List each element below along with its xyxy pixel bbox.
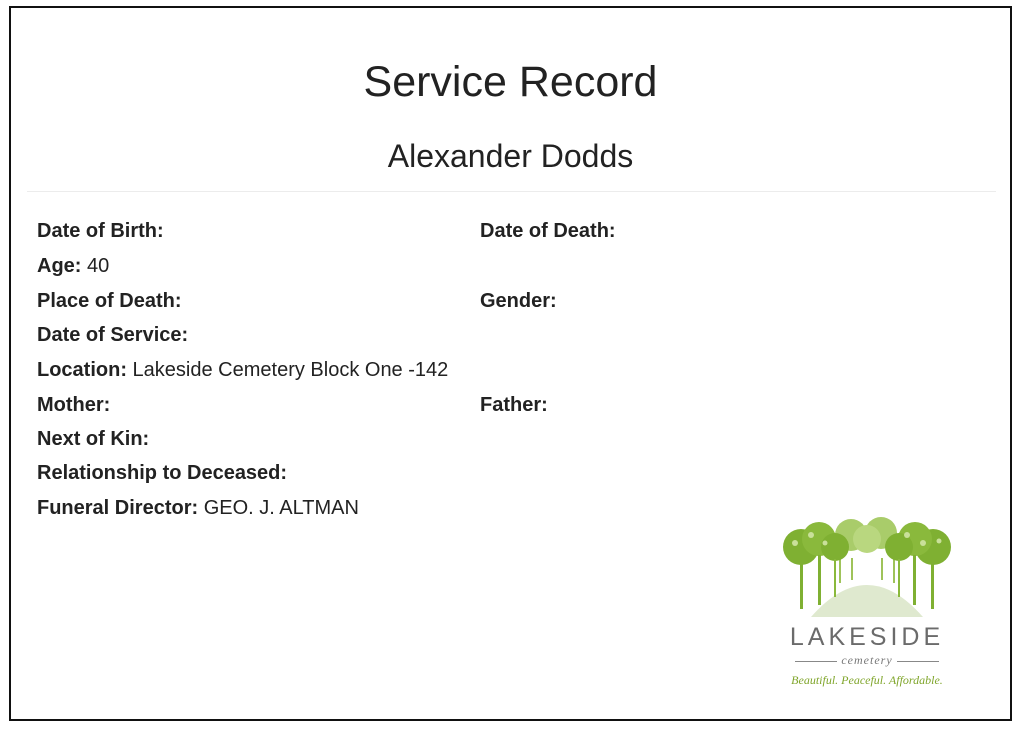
location-value: Lakeside Cemetery Block One -142: [127, 359, 449, 381]
gender-field: [480, 289, 557, 313]
relationship-label: Relationship to Deceased:: [37, 462, 288, 484]
logo-rule-left: [795, 661, 837, 662]
place-of-death-field: [37, 289, 181, 313]
funeral-director-label: Funeral Director:: [37, 497, 199, 519]
place-of-death-label: Place of Death:: [37, 290, 182, 312]
divider: [27, 191, 996, 192]
lakeside-cemetery-logo: [781, 513, 953, 693]
funeral-director-value: GEO. J. ALTMAN: [198, 497, 359, 519]
funeral-director-field: [37, 496, 359, 520]
gender-label: Gender:: [480, 290, 557, 312]
tree-grove-icon: [781, 513, 953, 621]
date-of-birth-field: [37, 219, 164, 243]
mother-label: Mother:: [37, 394, 111, 416]
logo-wordmark: LAKESIDE: [789, 623, 945, 651]
date-of-service-field: [37, 323, 188, 347]
logo-tagline: Beautiful. Peaceful. Affordable.: [791, 673, 943, 687]
relationship-field: [37, 461, 287, 485]
father-field: [480, 393, 548, 417]
deceased-name: Alexander Dodds: [387, 138, 634, 174]
next-of-kin-label: Next of Kin:: [37, 428, 150, 450]
date-of-service-label: Date of Service:: [37, 324, 189, 346]
service-record-card: [9, 6, 1012, 721]
logo-subtitle: cemetery: [841, 653, 893, 667]
mother-field: [37, 393, 110, 417]
logo-rule-right: [897, 661, 939, 662]
logo-subtitle-row: [781, 653, 953, 667]
age-field: [37, 254, 109, 278]
page-title: Service Record: [363, 58, 658, 106]
date-of-death-label: Date of Death:: [480, 220, 616, 242]
father-label: Father:: [480, 394, 548, 416]
age-value: 40: [81, 255, 110, 277]
location-field: [37, 358, 448, 382]
date-of-death-field: [480, 219, 616, 243]
next-of-kin-field: [37, 427, 149, 451]
date-of-birth-label: Date of Birth:: [37, 220, 164, 242]
age-label: Age:: [37, 255, 82, 277]
location-label: Location:: [37, 359, 127, 381]
